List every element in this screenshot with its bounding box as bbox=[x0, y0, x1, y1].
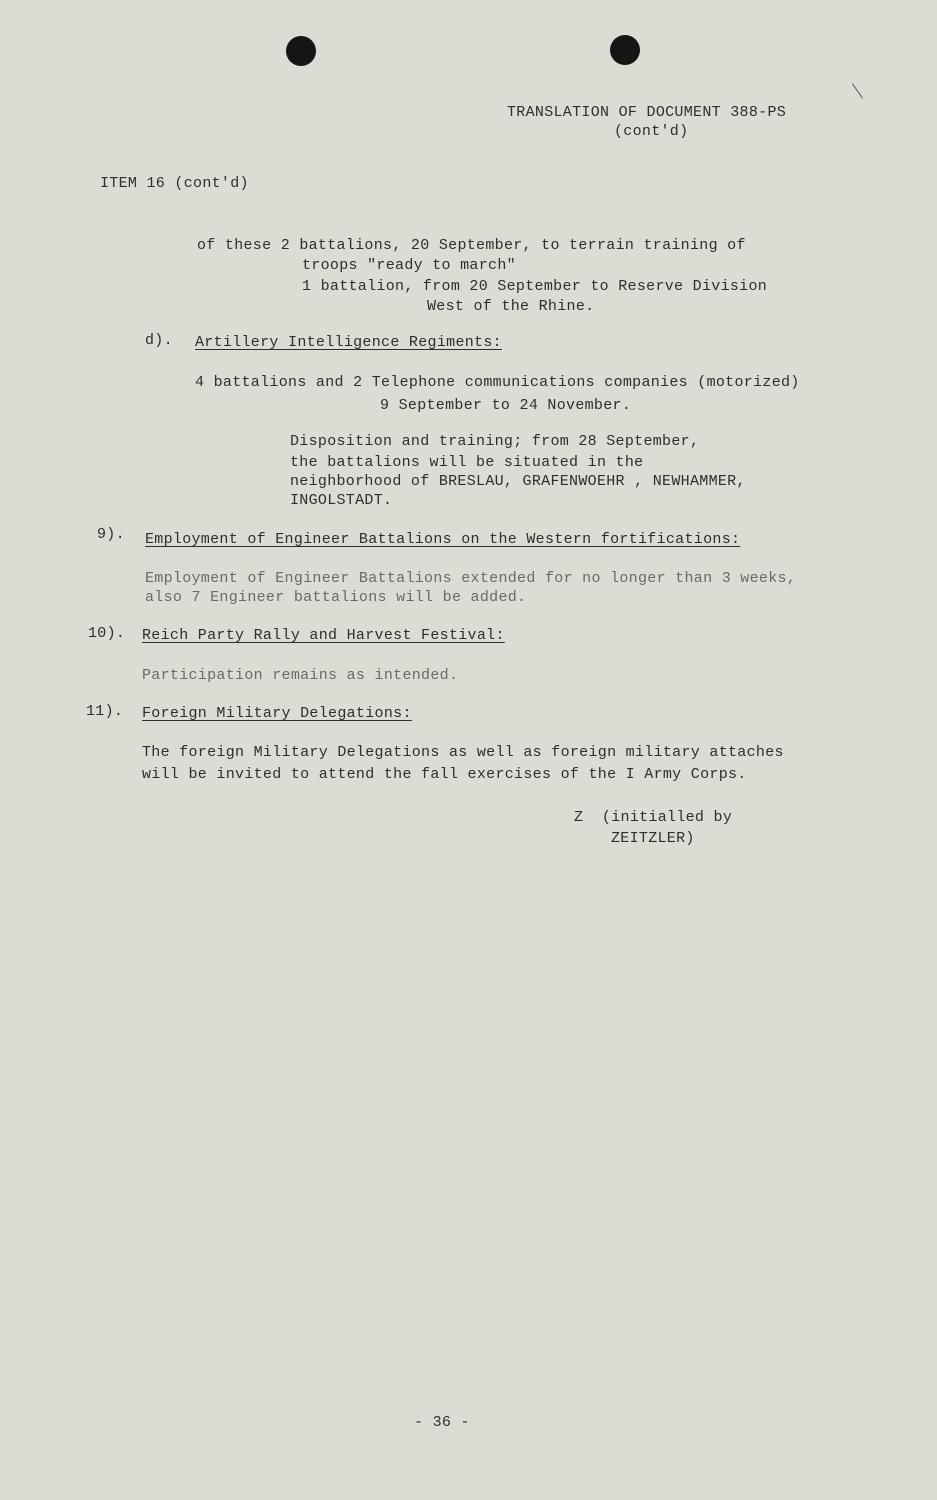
section-11-line-1: The foreign Military Delegations as well as foreign military attaches bbox=[142, 744, 784, 761]
section-d-line-2: 9 September to 24 November. bbox=[380, 397, 632, 414]
section-d-line-1: 4 battalions and 2 Telephone communications companies (motorized) bbox=[195, 374, 800, 391]
disposition-line-1: Disposition and training; from 28 September, bbox=[290, 433, 700, 450]
section-d-number: d). bbox=[145, 332, 173, 349]
section-9-number: 9). bbox=[97, 526, 125, 543]
section-10-number: 10). bbox=[88, 625, 126, 642]
battalions-line-3: 1 battalion, from 20 September to Reserve Division bbox=[302, 278, 768, 295]
punch-hole-left bbox=[286, 36, 316, 66]
disposition-line-2: the battalions will be situated in the bbox=[290, 454, 644, 471]
pen-mark bbox=[852, 83, 863, 98]
item-heading: ITEM 16 (cont'd) bbox=[100, 175, 249, 192]
section-10-heading: Reich Party Rally and Harvest Festival: bbox=[142, 627, 505, 644]
section-11-line-2: will be invited to attend the fall exercises of the I Army Corps. bbox=[142, 766, 747, 783]
battalions-line-4: West of the Rhine. bbox=[427, 298, 595, 315]
section-10-line-1: Participation remains as intended. bbox=[142, 667, 459, 684]
battalions-line-2: troops "ready to march" bbox=[302, 257, 516, 274]
signature-line-1: Z (initialled by bbox=[574, 809, 733, 826]
section-11-number: 11). bbox=[86, 703, 124, 720]
signature-line-2: ZEITZLER) bbox=[611, 830, 695, 847]
punch-hole-right bbox=[610, 35, 640, 65]
section-9-heading: Employment of Engineer Battalions on the Western fortifications: bbox=[145, 531, 741, 548]
section-9-line-1: Employment of Engineer Battalions extended for no longer than 3 weeks, bbox=[145, 570, 797, 587]
disposition-line-4: INGOLSTADT. bbox=[290, 492, 393, 509]
document-contd: (cont'd) bbox=[614, 123, 689, 140]
page-number: - 36 - bbox=[414, 1414, 470, 1431]
section-11-heading: Foreign Military Delegations: bbox=[142, 705, 412, 722]
section-9-line-2: also 7 Engineer battalions will be added. bbox=[145, 589, 527, 606]
section-d-heading: Artillery Intelligence Regiments: bbox=[195, 334, 502, 351]
disposition-line-3: neighborhood of BRESLAU, GRAFENWOEHR , NEWHAMMER, bbox=[290, 473, 746, 490]
battalions-line-1: of these 2 battalions, 20 September, to terrain training of bbox=[197, 237, 746, 254]
document-title: TRANSLATION OF DOCUMENT 388-PS bbox=[507, 104, 787, 121]
